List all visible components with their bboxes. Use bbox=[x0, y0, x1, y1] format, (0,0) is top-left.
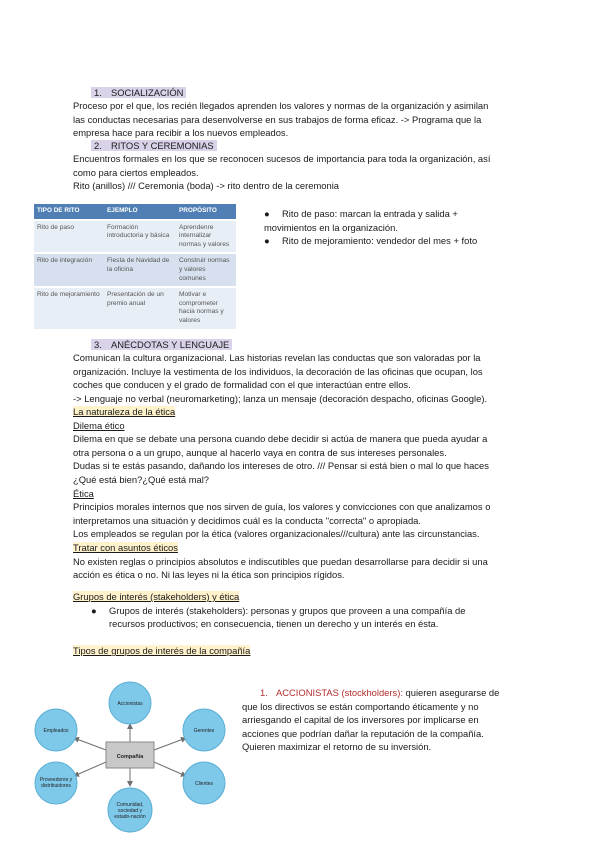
bullet-icon: ● bbox=[264, 235, 270, 247]
heading-highlight bbox=[91, 87, 186, 98]
text-line: que los directivos se están comportando éticamente y no bbox=[242, 700, 479, 712]
grupos-block bbox=[73, 590, 533, 631]
list-item: ● Grupos de interés (stakeholders): personas y grupos que proveen a una compañía de bbox=[91, 604, 466, 616]
table-cell: Fiesta de Navidad de la oficina bbox=[104, 253, 176, 287]
section-anecdotas-heading bbox=[73, 338, 523, 352]
text-line: como para ciertos empleados. bbox=[73, 166, 199, 178]
stakeholders-diagram bbox=[30, 680, 230, 840]
text-line: acción es ética o no. Ni las leyes ni la ética son principios rígidos. bbox=[73, 569, 345, 581]
bullet-icon: ● bbox=[91, 604, 97, 616]
section-ritos-heading bbox=[73, 139, 523, 153]
text-line: otra persona o a un grupo, aunque al hacerlo vaya en contra de sus intereses personales. bbox=[73, 446, 447, 458]
etica-subtitle: Ética bbox=[73, 487, 94, 499]
table-cell: Motivar e comprometer hacia normas y valores bbox=[176, 287, 236, 328]
node-label: Comunidad, bbox=[116, 802, 144, 808]
text-line: Comunican la cultura organizacional. Las historias revelan las conductas que son valoradas por la bbox=[73, 352, 481, 363]
text-line: organización. Incluye la vestimenta de los individuos, la decoración de las oficinas que ocupan, los bbox=[73, 365, 483, 377]
company-label: Compañía bbox=[116, 754, 144, 760]
tratar-subtitle: Tratar con asuntos éticos bbox=[73, 541, 178, 553]
etica-block bbox=[73, 405, 533, 582]
arrow-to-empleados bbox=[74, 738, 106, 750]
table-cell: Presentación de un premio anual bbox=[104, 287, 176, 328]
text-line: las conductas necesarias para desenvolverse en sus trabajos de forma eficaz. -> Programa que la bbox=[73, 113, 482, 125]
node-label: Accionistas bbox=[117, 701, 143, 707]
text-line: empresa hace para recibir a los nuevos empleados. bbox=[73, 127, 289, 139]
text-line: interpretamos una situación y decidimos cuál es la conducta "correcta" o apropiada. bbox=[73, 514, 421, 526]
node-label: sociedad y bbox=[118, 808, 142, 814]
node-label: Proveedores y bbox=[39, 777, 73, 783]
ritos-body bbox=[73, 152, 533, 193]
node-label: Clientes bbox=[194, 781, 214, 787]
accionistas-block bbox=[242, 686, 542, 754]
text-line: arriesgando el capital de los inversores por implicarse en bbox=[242, 714, 479, 726]
item-number: 1. bbox=[260, 687, 268, 698]
table-cell: Formación introductoria y básica bbox=[104, 220, 176, 254]
table-cell: Rito de paso bbox=[34, 220, 104, 254]
rites-table bbox=[34, 204, 236, 329]
node-label: Gerentes bbox=[193, 728, 215, 734]
grupos-title: Grupos de interés (stakeholders) y ética bbox=[73, 591, 240, 602]
etica-section-title: La naturaleza de la ética bbox=[73, 406, 176, 417]
anecdotas-body bbox=[73, 351, 533, 405]
heading-highlight bbox=[91, 339, 232, 350]
column-header: TIPO DE RITO bbox=[34, 204, 104, 220]
table-cell: Rito de mejoramiento bbox=[34, 287, 104, 328]
table-row bbox=[34, 253, 236, 287]
accionistas-first-line: 1. ACCIONISTAS (stockholders): quieren asegurarse de bbox=[260, 687, 500, 698]
table-row bbox=[34, 287, 236, 328]
table-cell: Rito de integración bbox=[34, 253, 104, 287]
section-number: 2. bbox=[94, 140, 102, 151]
node-label: Empleados bbox=[43, 728, 69, 734]
arrow-to-proveedores bbox=[74, 762, 106, 776]
socializacion-body bbox=[73, 99, 533, 140]
text-line: Dudas si te estás pasando, dañando los intereses de otro. /// Pensar si está bien o mal lo que haces bbox=[73, 460, 489, 472]
section-title: ANÉCDOTAS Y LENGUAJE bbox=[111, 339, 230, 350]
table-cell: Construir normas y valores comunes bbox=[176, 253, 236, 287]
section-number: 1. bbox=[94, 87, 102, 98]
text-line: No existen reglas o principios absolutos e indiscutibles que puedan desarrollarse para decidir si una bbox=[73, 555, 488, 567]
text-line: Los empleados se regulan por la ética (valores organizacionales///cultura) ante las circunstancias. bbox=[73, 528, 480, 540]
text-line: coches que conducen y el grado de formalidad con el que interactúan entre ellos. bbox=[73, 379, 411, 391]
text-line: Encuentros formales en los que se reconocen sucesos de importancia para toda la organización, así bbox=[73, 153, 491, 164]
column-header: PROPÓSITO bbox=[176, 204, 236, 220]
section-title: SOCIALIZACIÓN bbox=[111, 87, 184, 98]
text-line: Proceso por el que, los recién llegados aprenden los valores y normas de la organización y asimilan bbox=[73, 100, 489, 111]
list-item: ● Rito de paso: marcan la entrada y salida + bbox=[264, 208, 458, 219]
tipos-title-row bbox=[73, 644, 523, 658]
text-line: acciones que podrían dañar la reputación de la compañía. bbox=[242, 727, 484, 739]
node-label: distribuidores bbox=[41, 783, 71, 789]
accionistas-label: ACCIONISTAS (stockholders): bbox=[276, 687, 403, 698]
table-cell: Aprendenre internalizar normas y valores bbox=[176, 220, 236, 254]
arrow-to-gerentes bbox=[154, 738, 186, 750]
text-line: Principios morales internos que nos sirven de guía, los valores y convicciones con que analizamos o bbox=[73, 501, 491, 513]
rites-table-image bbox=[34, 204, 236, 329]
rites-bullet-list bbox=[264, 207, 544, 248]
dilema-subtitle: Dilema ético bbox=[73, 419, 125, 431]
text-line: Quieren maximizar el retorno de su inversión. bbox=[242, 741, 432, 753]
text-line: ¿Qué está bien?¿Qué está mal? bbox=[73, 473, 210, 485]
text-line: Rito (anillos) /// Ceremonia (boda) -> rito dentro de la ceremonia bbox=[73, 180, 340, 192]
column-header: EJEMPLO bbox=[104, 204, 176, 220]
heading-highlight bbox=[91, 140, 217, 151]
table-row bbox=[34, 220, 236, 254]
list-item-continuation: recursos productivos; en consecuencia, tienen un derecho y un interés en ésta. bbox=[109, 618, 439, 630]
text-line: -> Lenguaje no verbal (neuromarketing); lanza un mensaje (decoración despacho, oficinas Google). bbox=[73, 392, 488, 404]
text-line: Dilema en que se debate una persona cuando debe decidir si actúa de manera que pueda ayudar a bbox=[73, 433, 488, 445]
bullet-icon: ● bbox=[264, 208, 270, 219]
section-title: RITOS Y CEREMONIAS bbox=[111, 140, 214, 151]
tipos-title: Tipos de grupos de interés de la compañía bbox=[73, 645, 251, 656]
node-label: estado-nación bbox=[114, 814, 146, 820]
list-item-continuation: movimientos en la organización. bbox=[264, 221, 398, 233]
list-item: ● Rito de mejoramiento: vendedor del mes + foto bbox=[264, 235, 478, 247]
arrow-to-clientes bbox=[154, 762, 186, 776]
section-number: 3. bbox=[94, 339, 102, 350]
table-header-row bbox=[34, 204, 236, 220]
section-socializacion-heading bbox=[73, 86, 523, 100]
